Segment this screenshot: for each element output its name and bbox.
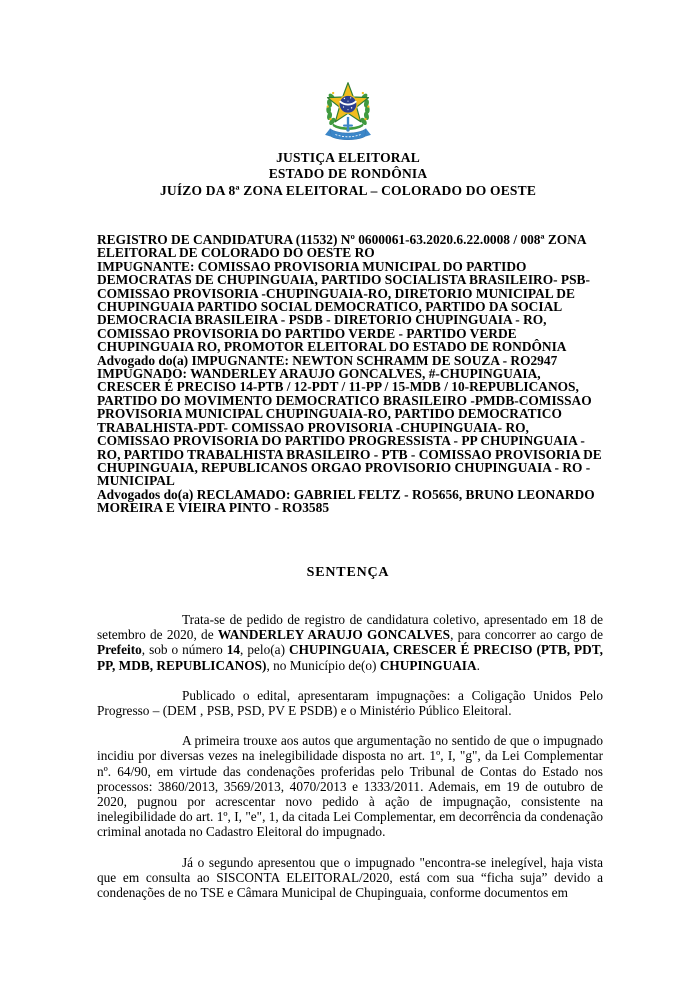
brazil-coat-of-arms-icon (321, 78, 375, 145)
case-caption-block (97, 233, 603, 515)
case-caption-impugnado: IMPUGNADO: WANDERLEY ARAUJO GONCALVES, #-CHUPINGUAIA, CRESCER É PRECISO 14-PTB / 12-PDT / 11-PP / 15-MDB / 10-REPUBLICANOS, PARTIDO DO MOVIMENTO DEMOCRATICO BRASILEIRO -PMDB-COMISSAO PROVISORIA MUNICIPAL CHUPINGUAIA-RO, PARTIDO DEMOCRATICO TRABALHISTA-PDT- COMISSAO PROVISORIA -CHUPINGUAIA- RO, COMISSAO PROVISORIA DO PARTIDO PROGRESSISTA - PP CHUPINGUAIA - RO, PARTIDO TRABALHISTA BRASILEIRO - PTB - COMISSAO PROVISORIA DE CHUPINGUAIA, REPUBLICANOS ORGAO PROVISORIO CHUPINGUAIA - RO -MUNICIPAL (97, 366, 602, 489)
court-header-line-zone: JUÍZO DA 8ª ZONA ELEITORAL – COLORADO DO OESTE (159, 182, 537, 198)
sentence-paragraph: Publicado o edital, apresentaram impugnações: a Coligação Unidos Pelo Progresso – (DEM , PSB, PSD, PV E PSDB) e o Ministério Público Eleitoral. (97, 687, 603, 719)
case-caption-advogados-reclamado: Advogados do(a) RECLAMADO: GABRIEL FELTZ - RO5656, BRUNO LEONARDO MOREIRA E VIEIRA PINTO - RO3585 (97, 486, 595, 516)
case-caption-registration: REGISTRO DE CANDIDATURA (11532) Nº 0600061-63.2020.6.22.0008 / 008ª ZONA ELEITORAL DE COLORADO DO OESTE RO (97, 232, 586, 261)
sentence-body (97, 612, 603, 900)
case-caption-impugnante: IMPUGNANTE: COMISSAO PROVISORIA MUNICIPAL DO PARTIDO DEMOCRATAS DE CHUPINGUAIA, PARTIDO SOCIALISTA BRASILEIRO- PSB- COMISSAO PROVISORIA -CHUPINGUAIA-RO, DIRETORIO MUNICIPAL DE CHUPINGUAIA PARTIDO SOCIAL DEMOCRATICO, PARTIDO DA SOCIAL DEMOCRACIA BRASILEIRA - PSDB - DIRETORIO CHUPINGUAIA - RO, COMISSAO PROVISORIA DO PARTIDO VERDE - PARTIDO VERDE CHUPINGUAIA RO, PROMOTOR ELEITORAL DO ESTADO DE RONDÔNIA (97, 258, 590, 355)
sentence-paragraph: Trata-se de pedido de registro de candidatura coletivo, apresentado em 18 de setembro de 2020, de WANDERLEY ARAUJO GONCALVES, para concorrer ao cargo de Prefeito, sob o número 14, pelo(a) CHUPINGUAIA, CRESCER É PRECISO (PTB, PDT, PP, MDB, REPUBLICANOS), no Município de(o) CHUPINGUAIA. (97, 612, 603, 673)
court-header-line-justice: JUSTIÇA ELEITORAL (276, 150, 420, 165)
court-header (0, 150, 696, 199)
sentence-paragraph: A primeira trouxe aos autos que argumentação no sentido de que o impugnado incidiu por diversas vezes na inelegibilidade disposta no art. 1º, I, "g", da Lei Complementar nº. 64/90, em virtude das condenações proferidas pelo Tribunal de Contas do Estado nos processos: 3860/2013, 3569/2013, 4070/2013 e 1333/2011. Ademais, em 19 de outubro de 2020, pugnou por acrescentar novo pedido à ação de impugnação, consistente na inelegibilidade do art. 1º, I, "e", 1, da citada Lei Complementar, em decorrência da condenação criminal anotada no Cadastro Eleitoral do impugnado. (97, 733, 603, 840)
court-header-line-state: ESTADO DE RONDÔNIA (268, 166, 428, 182)
sentence-paragraph: Já o segundo apresentou que o impugnado "encontra-se inelegível, haja vista que em consulta ao SISCONTA ELEITORAL/2020, está com sua “ficha suja” devido a condenações de no TSE e Câmara Municipal de Chupinguaia, conforme documentos em (97, 854, 603, 901)
case-caption-advogado-impugnante: Advogado do(a) IMPUGNANTE: NEWTON SCHRAMM DE SOUZA - RO2947 (97, 352, 558, 368)
sentence-heading: SENTENÇA (306, 565, 390, 580)
